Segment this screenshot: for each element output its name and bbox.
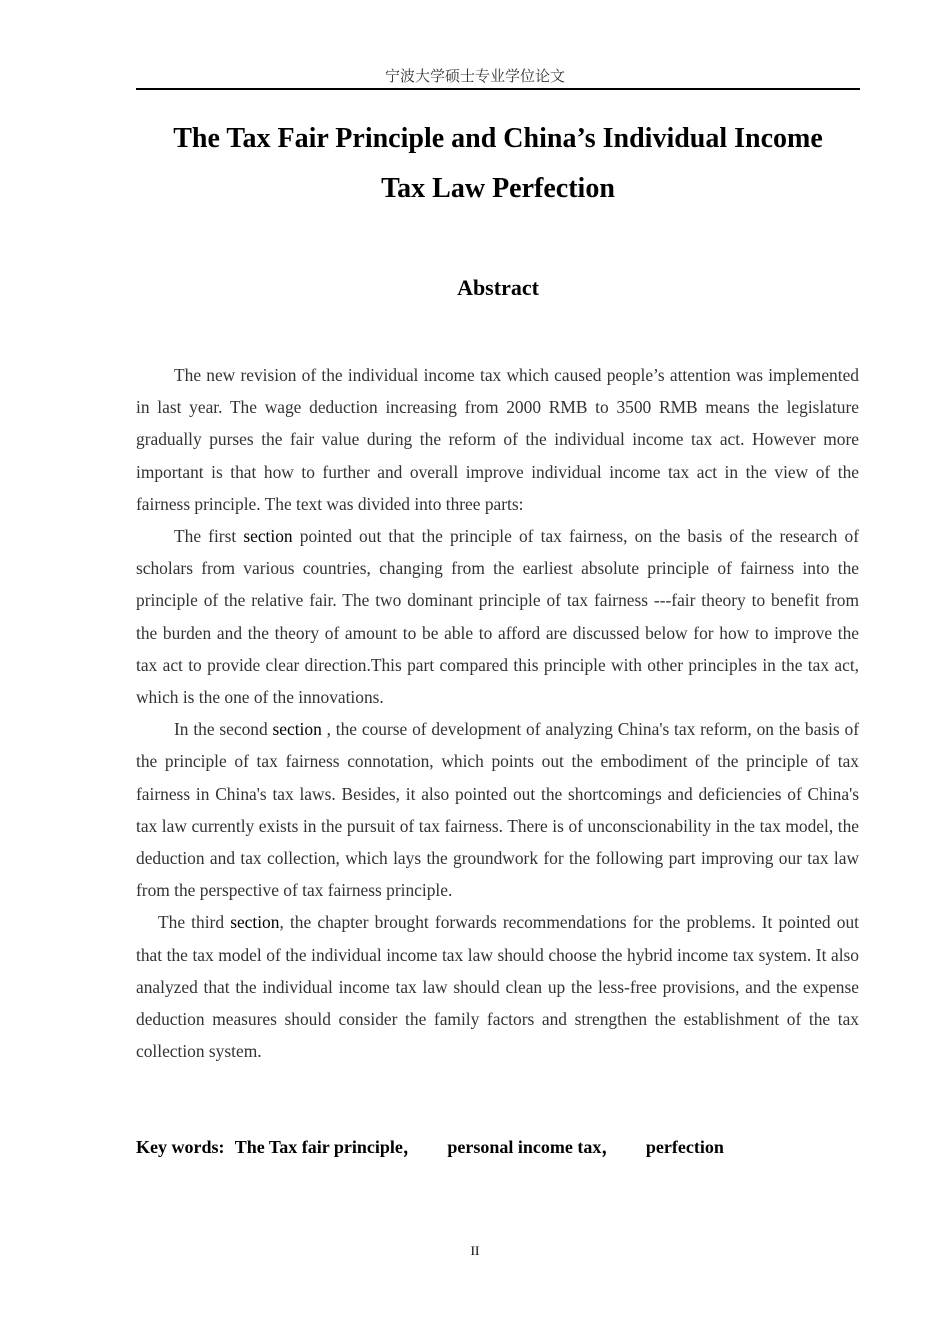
abstract-paragraph-1: The new revision of the individual income tax which caused people’s attention was implemented in last year. The wage deduction increasing from 2000 RMB to 3500 RMB means the legislature gradually purses the fair value during the reform of the individual income tax act. However more important is that how to further and overall improve individual income tax act in the view of the fairness principle. The text was divided into three parts:	[136, 365, 859, 514]
paragraph-2-rest: pointed out that the principle of tax fairness, on the basis of the research of scholars from various countries, changing from the earliest absolute principle of fairness into the principle of the relative fair. The two dominant principle of tax fairness ---fair theory to benefit from the burden and the theory of amount to be able to afford are discussed below for how to improve the tax act to provide clear direction.This part compared this principle with other principles in the tax act, which is the one of the innovations.	[136, 526, 859, 708]
paragraph-4-lead: The third	[158, 912, 231, 933]
title-line-1: The Tax Fair Principle and China’s Individual Income	[173, 123, 823, 154]
paragraph-3-rest: , the course of development of analyzing China's tax reform, on the basis of the principle of tax fairness connotation, which points out the embodiment of the principle of tax fairness in China's tax laws. Besides, it also pointed out the shortcomings and deficiencies of China's tax law currently exists in the pursuit of tax fairness. There is of unconscionability in the tax model, the deduction and tax collection, which lays the groundwork for the following part improving our tax law from the perspective of tax fairness principle.	[136, 719, 859, 901]
keyword-separator: ，	[402, 1137, 421, 1157]
abstract-paragraph-3	[136, 713, 859, 906]
keyword-separator: ，	[601, 1137, 620, 1157]
paragraph-4-term: section	[230, 912, 280, 933]
keywords-line	[136, 1133, 724, 1161]
header-rule	[136, 88, 860, 90]
title-line-2: Tax Law Perfection	[381, 173, 615, 204]
keyword-item: personal income tax	[447, 1137, 602, 1157]
keyword-item: The Tax fair principle	[234, 1137, 403, 1157]
running-header: 宁波大学硕士专业学位论文	[384, 69, 565, 85]
paragraph-3-lead: In the second	[174, 719, 273, 740]
keyword-item: perfection	[645, 1137, 724, 1157]
thesis-title	[136, 114, 860, 214]
paragraph-2-lead: The first	[174, 526, 244, 547]
abstract-heading: Abstract	[457, 275, 539, 300]
paragraph-3-term: section	[272, 719, 322, 740]
abstract-paragraph-4	[136, 906, 859, 1067]
abstract-body	[136, 359, 859, 1067]
paragraph-4-rest: , the chapter brought forwards recommendations for the problems. It pointed out that the tax model of the individual income tax law should choose the hybrid income tax system. It also analyzed that the individual income tax law should clean up the less-free provisions, and the expense deduction measures should consider the family factors and strengthen the establishment of the tax collection system.	[136, 912, 859, 1062]
page-number: II	[470, 1243, 480, 1258]
abstract-paragraph-2	[136, 520, 859, 713]
paragraph-2-term: section	[243, 526, 293, 547]
keywords-label: Key words:	[136, 1137, 225, 1157]
